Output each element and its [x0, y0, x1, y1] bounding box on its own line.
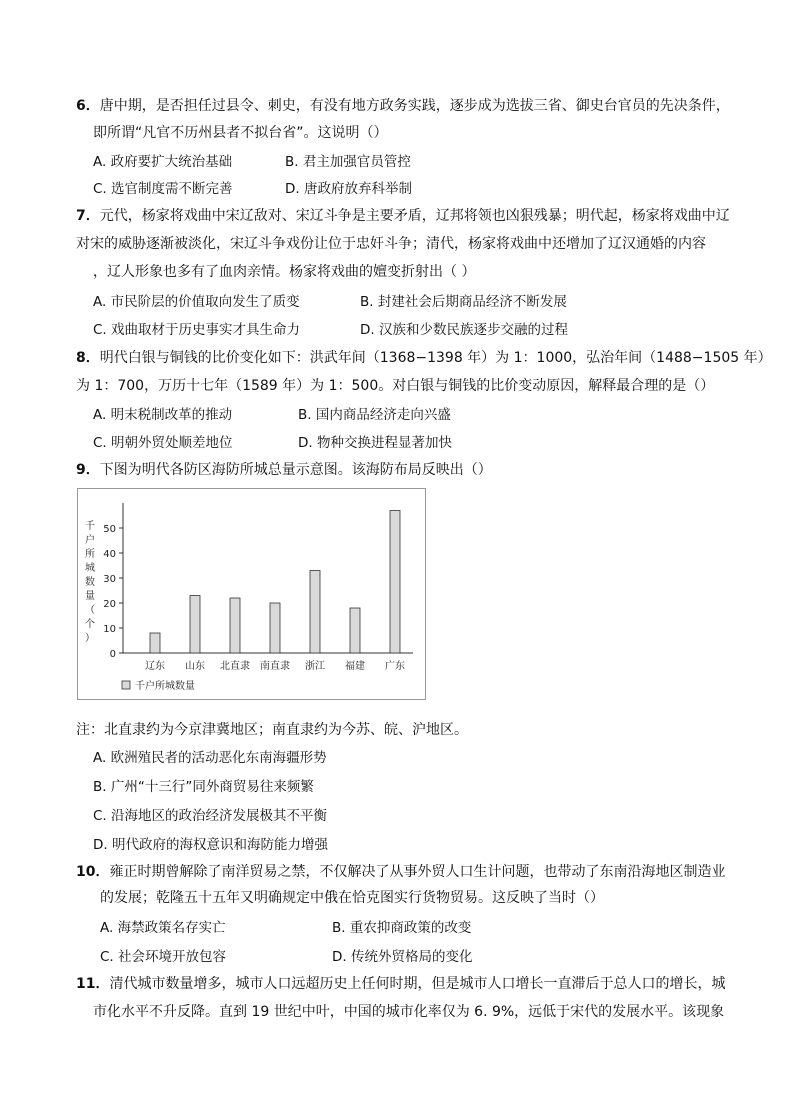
bar: [270, 603, 280, 653]
x-tick-label: 浙江: [305, 661, 325, 672]
y-tick-label: 0: [109, 649, 116, 660]
y-axis-label-char: （: [85, 605, 95, 616]
y-axis-label-char: 个: [85, 619, 95, 630]
legend-swatch: [122, 681, 130, 689]
option-b[interactable]: B. 国内商品经济走向兴盛: [298, 407, 451, 423]
bar: [310, 571, 320, 654]
y-axis-label-char: 数: [85, 577, 95, 588]
option-d[interactable]: D. 传统外贸格局的变化: [332, 949, 473, 965]
question-7-line-3: ，辽人形象也多有了血肉亲情。杨家将戏曲的嬗变折射出（ ）: [93, 264, 476, 280]
y-axis-label-char: 所: [85, 549, 95, 560]
option-c[interactable]: C. 沿海地区的政治经济发展极其不平衡: [93, 808, 328, 824]
x-tick-label: 北直隶: [220, 661, 250, 672]
question-11-line-1: [76, 974, 725, 994]
question-text: 元代，杨家将戏曲中宋辽敌对、宋辽斗争是主要矛盾，辽邦将领也凶狠残暴；明代起，杨家将戏曲中辽: [99, 208, 730, 224]
x-tick-label: 福建: [345, 661, 365, 672]
x-tick-label: 辽东: [145, 661, 165, 672]
chart-note: 注：北直隶约为今京津冀地区；南直隶约为今苏、皖、沪地区。: [76, 722, 468, 738]
option-a[interactable]: A. 政府要扩大统治基础: [93, 154, 233, 170]
y-tick-label: 50: [103, 524, 116, 535]
y-axis-label-char: ）: [85, 633, 95, 644]
y-axis-label-char: 城: [85, 563, 95, 574]
y-tick-label: 10: [103, 624, 116, 635]
option-c[interactable]: C. 明朝外贸处顺差地位: [93, 435, 233, 451]
question-7-line-2: 对宋的威胁逐渐被淡化，宋辽斗争戏份让位于忠奸斗争；清代，杨家将戏曲中还增加了辽汉通婚的内容: [76, 236, 706, 252]
y-axis-label-char: 千: [85, 521, 95, 532]
question-10-line-2: 的发展；乾隆五十五年又明确规定中俄在恰克图实行货物贸易。这反映了当时（）: [100, 890, 604, 906]
option-b[interactable]: B. 君主加强官员管控: [285, 154, 411, 170]
question-text: 唐中期，是否担任过县令、刺史，有没有地方政务实践，逐步成为选拔三省、御史台官员的先决条件，: [99, 98, 730, 114]
question-number: 7．: [76, 208, 100, 224]
option-d[interactable]: D. 物种交换进程显著加快: [298, 435, 452, 451]
option-a[interactable]: A. 明末税制改革的推动: [93, 407, 233, 423]
option-a[interactable]: A. 欧洲殖民者的活动恶化东南海疆形势: [93, 750, 327, 766]
question-number: 10．: [76, 864, 110, 880]
question-number: 11．: [76, 976, 110, 992]
question-7-line-1: [76, 206, 730, 226]
question-9-line-1: [76, 460, 492, 480]
y-axis-label-char: 量: [85, 591, 95, 602]
bar: [350, 608, 360, 653]
option-d[interactable]: D. 明代政府的海权意识和海防能力增强: [93, 837, 328, 853]
question-number: 8．: [76, 350, 100, 366]
question-10-line-1: [76, 862, 725, 882]
chart-canvas: [78, 489, 425, 699]
question-6-line-1: [76, 96, 730, 116]
y-tick-label: 20: [103, 599, 116, 610]
question-number: 6．: [76, 98, 100, 114]
question-number: 9．: [76, 462, 100, 478]
option-a[interactable]: A. 海禁政策名存实亡: [100, 920, 226, 936]
y-axis-label-char: 户: [85, 535, 95, 546]
option-c[interactable]: C. 选官制度需不断完善: [93, 181, 233, 197]
bar: [390, 511, 400, 654]
question-text: 清代城市数量增多，城市人口远超历史上任何时期，但是城市人口增长一直滞后于总人口的增长，城: [109, 976, 726, 992]
option-d[interactable]: D. 汉族和少数民族逐步交融的过程: [360, 322, 568, 338]
option-b[interactable]: B. 封建社会后期商品经济不断发展: [360, 294, 567, 310]
option-d[interactable]: D. 唐政府放弃科举制: [285, 181, 412, 197]
y-tick-label: 30: [103, 574, 116, 585]
x-tick-label: 广东: [385, 661, 405, 672]
bar: [150, 633, 160, 653]
question-11-line-2: 市化水平不升反降。直到 19 世纪中叶，中国的城市化率仅为 6. 9%，远低于宋代的发展水平。该现象: [93, 1004, 725, 1020]
question-text: 雍正时期曾解除了南洋贸易之禁，不仅解决了从事外贸人口生计问题，也带动了东南沿海地区制造业: [109, 864, 726, 880]
question-6-line-2: 即所谓“凡官不历州县者不拟台省”。这说明（）: [93, 125, 388, 141]
bar: [230, 598, 240, 653]
x-tick-label: 南直隶: [260, 661, 290, 672]
legend-label: 千户所城数量: [135, 681, 195, 692]
bar-chart: [77, 488, 426, 700]
question-8-line-1: [76, 348, 772, 368]
option-a[interactable]: A. 市民阶层的价值取向发生了质变: [93, 294, 300, 310]
bar: [190, 596, 200, 654]
option-c[interactable]: C. 戏曲取材于历史事实才具生命力: [93, 322, 301, 338]
x-tick-label: 山东: [185, 661, 205, 672]
question-text: 下图为明代各防区海防所城总量示意图。该海防布局反映出（）: [99, 462, 492, 478]
option-c[interactable]: C. 社会环境开放包容: [100, 949, 227, 965]
y-tick-label: 40: [103, 549, 116, 560]
option-b[interactable]: B. 重农抑商政策的改变: [332, 920, 472, 936]
question-8-line-2: 为 1：700，万历十七年（1589 年）为 1：500。对白银与铜钱的比价变动原因，解释最合理的是（）: [76, 378, 715, 394]
question-text: 明代白银与铜钱的比价变化如下：洪武年间（1368−1398 年）为 1：1000，弘治年间（1488−1505 年）: [99, 350, 772, 366]
option-b[interactable]: B. 广州“十三行”同外商贸易往来频繁: [93, 779, 314, 795]
